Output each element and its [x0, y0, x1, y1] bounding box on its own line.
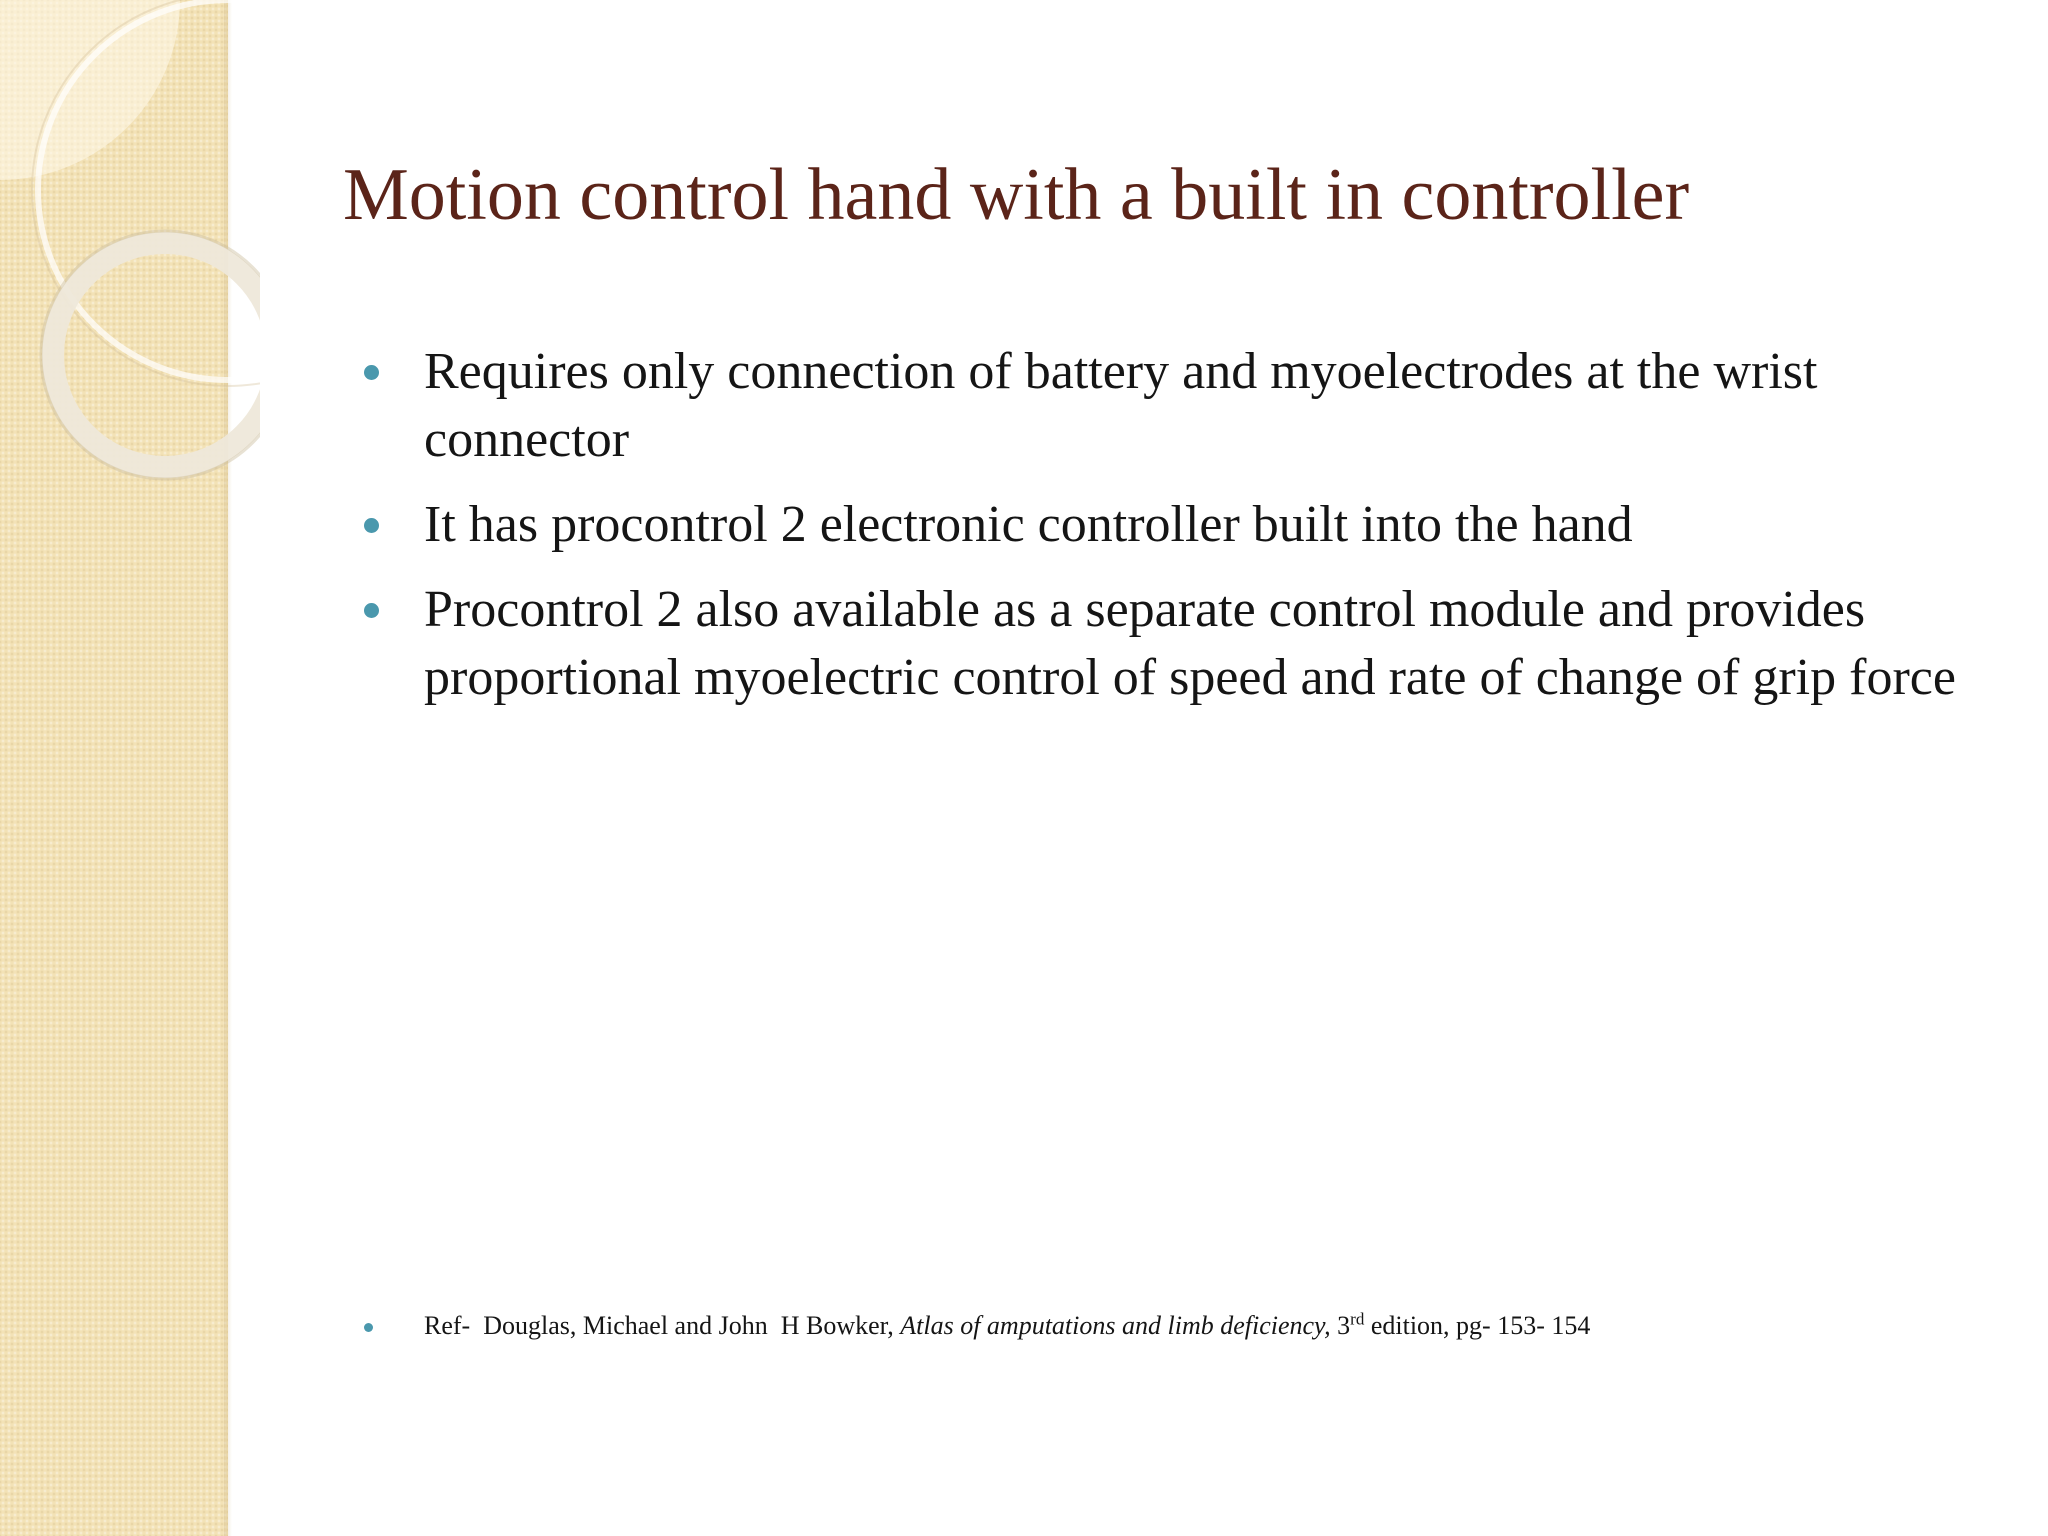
bullet-item	[360, 576, 2020, 712]
bullet-text: It has procontrol 2 electronic controller built into the hand	[424, 496, 1633, 553]
bullet-text: Requires only connection of battery and myoelectrodes at the wrist connector	[424, 343, 1818, 468]
bullet-dot-icon	[364, 603, 379, 618]
decorative-rings	[0, 0, 260, 500]
bullet-item	[360, 338, 2020, 474]
bullet-dot-icon	[364, 365, 379, 380]
reference-edition-suffix: rd	[1350, 1309, 1365, 1329]
bullet-item	[360, 491, 2020, 559]
bullet-list	[360, 338, 2020, 729]
slide-title: Motion control hand with a built in controller	[343, 154, 1690, 236]
reference-book-title: Atlas of amputations and limb deficiency,	[900, 1311, 1331, 1340]
bullet-text: Procontrol 2 also available as a separate control module and provides proportional myoelectric control of speed and rate of change of grip force	[424, 581, 1956, 706]
reference-prefix: Ref- Douglas, Michael and John H Bowker,	[424, 1311, 901, 1340]
bullet-dot-icon	[364, 518, 379, 533]
reference-pages: edition, pg- 153- 154	[1364, 1311, 1591, 1340]
reference-edition-number: 3	[1330, 1311, 1351, 1340]
reference-citation	[360, 1308, 2020, 1344]
bullet-dot-icon	[364, 1323, 373, 1332]
